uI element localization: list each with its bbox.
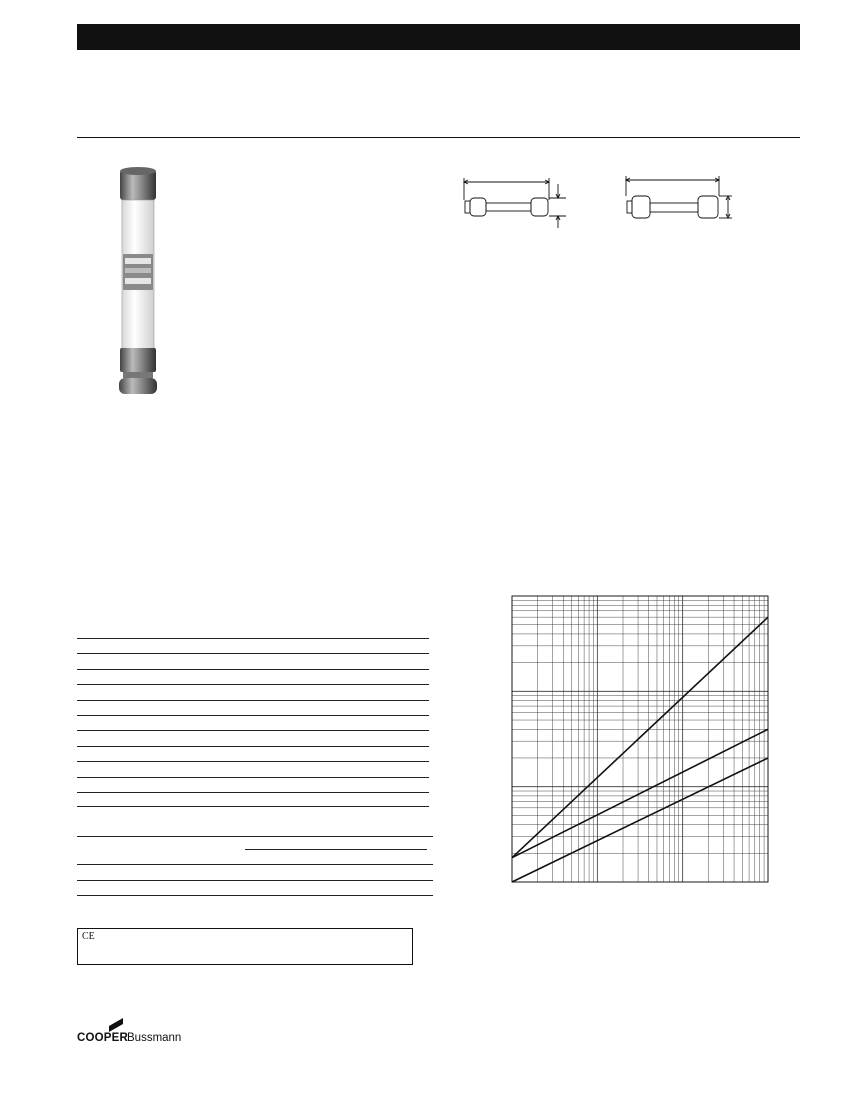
- dimension-drawing-right: [620, 172, 740, 226]
- series-line-2: [512, 729, 768, 857]
- table-rule: [77, 730, 429, 731]
- table-rule: [77, 836, 433, 837]
- table-rule: [77, 864, 433, 865]
- chart-series: [512, 617, 768, 882]
- table-rule: [77, 761, 429, 762]
- ce-compliance-box: [77, 928, 413, 965]
- table-rule: [77, 638, 429, 639]
- table-rule: [77, 684, 429, 685]
- table-rule: [77, 792, 429, 793]
- table-rule: [77, 746, 429, 747]
- header-rule: [77, 137, 800, 138]
- table-rule: [77, 895, 433, 896]
- fuse-photo: [108, 162, 168, 398]
- table-rule: [77, 777, 429, 778]
- table-rule: [77, 880, 433, 881]
- table-rule: [77, 653, 429, 654]
- table-rule: [77, 669, 429, 670]
- header-bar: [77, 24, 800, 50]
- time-current-chart: [510, 594, 770, 884]
- logo-primary-text: COOPER: [77, 1032, 129, 1044]
- table-subrule: [245, 849, 427, 850]
- company-logo: [77, 1018, 197, 1048]
- series-line-3: [512, 758, 768, 882]
- logo-secondary-text: Bussmann: [127, 1032, 182, 1044]
- spec-table: [77, 638, 433, 900]
- dimension-drawing-left: [458, 172, 578, 232]
- table-rule: [77, 806, 429, 807]
- series-line-1: [512, 617, 768, 858]
- slash-mark-icon: [105, 1018, 123, 1032]
- ce-mark: CE: [82, 931, 95, 942]
- table-rule: [77, 715, 429, 716]
- table-rule: [77, 700, 429, 701]
